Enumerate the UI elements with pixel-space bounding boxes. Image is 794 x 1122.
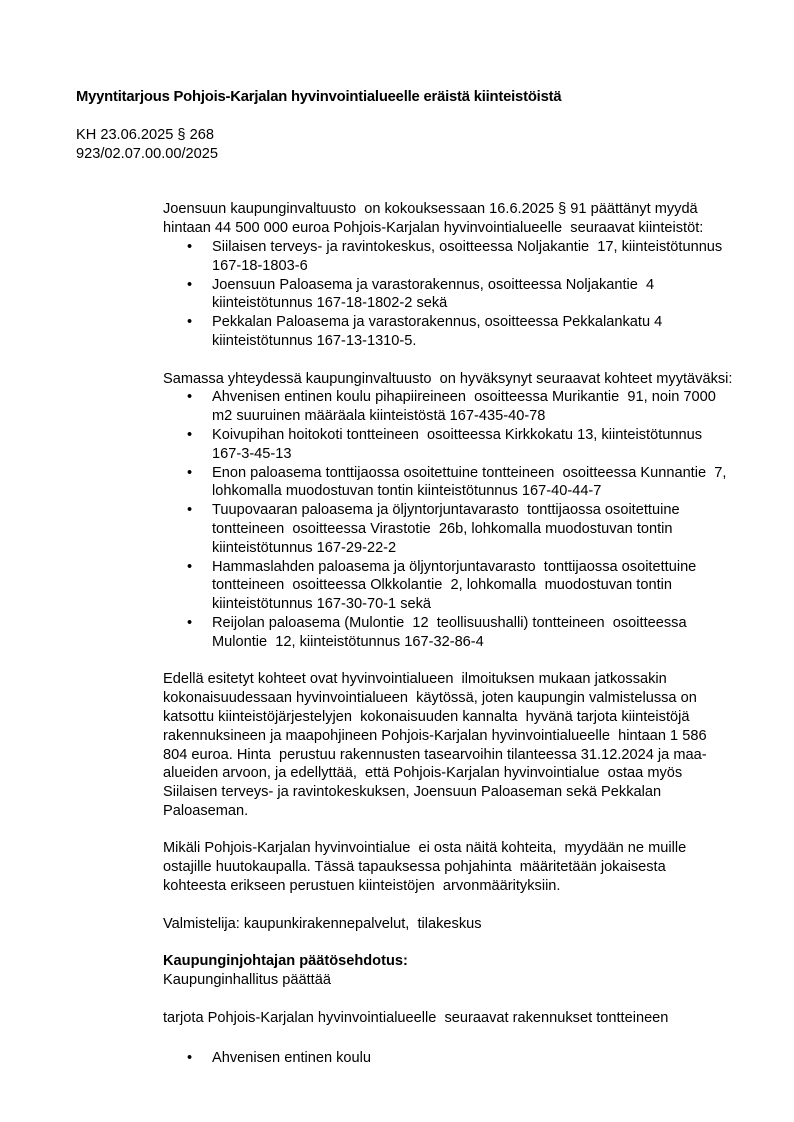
bullet-icon: •: [187, 614, 193, 631]
list-item: [163, 501, 733, 557]
list-item: [163, 614, 733, 652]
bullet-icon: •: [187, 314, 193, 331]
reference-block: [76, 126, 730, 164]
list-item: [163, 426, 733, 464]
preparer-line: Valmistelija: kaupunkirakennepalvelut, tilakeskus: [163, 915, 482, 932]
document-title: Myyntitarjous Pohjois-Karjalan hyvinvointialueelle eräistä kiinteistöistä: [76, 89, 562, 105]
bullet-icon: •: [187, 389, 193, 406]
decision-proposal-heading: Kaupunginjohtajan päätösehdotus:: [163, 953, 408, 970]
property-list-primary: [163, 238, 733, 351]
bullet-icon: •: [187, 1050, 193, 1067]
list-item-text: Koivupihan hoitokoti tontteineen osoitteessa Kirkkokatu 13, kiinteistötunnus 167-3-45-13: [212, 426, 707, 462]
reference-diary-number: 923/02.07.00.00/2025: [76, 145, 219, 162]
reference-kh-line: KH 23.06.2025 § 268: [76, 126, 214, 143]
list-item-text: Siilaisen terveys- ja ravintokeskus, osoitteessa Noljakantie 17, kiinteistötunnus 167-18-1803-6: [212, 238, 727, 274]
document-body: [163, 200, 733, 1068]
bullet-icon: •: [187, 464, 193, 481]
list-item-text: Ahvenisen entinen koulu: [212, 1050, 372, 1067]
list-item-text: Pekkalan Paloasema ja varastorakennus, osoitteessa Pekkalankatu 4 kiinteistötunnus 167-13-1310-5.: [212, 314, 667, 349]
bullet-icon: •: [187, 426, 193, 443]
list-item: [163, 238, 733, 276]
paragraph-additional-intro: Samassa yhteydessä kaupunginvaltuusto on hyväksynyt seuraavat kohteet myytäväksi:: [163, 370, 733, 387]
paragraph-auction-fallback: Mikäli Pohjois-Karjalan hyvinvointialue ei osta näitä kohteita, myydään ne muille ostajille huutokaupalla. Tässä tapauksessa pohjahinta määritetään jokaisesta kohteesta erikseen perustuen kiinteistöjen arvonmäärityksiin.: [163, 840, 691, 895]
list-item-text: Reijolan paloasema (Mulontie 12 teollisuushalli) tontteineen osoitteessa Mulontie 12, kiinteistötunnus 167-32-86-4: [212, 614, 691, 650]
proposal-line: tarjota Pohjois-Karjalan hyvinvointialueelle seuraavat rakennukset tontteineen: [163, 1009, 669, 1026]
list-item-text: Ahvenisen entinen koulu pihapiireineen osoitteessa Murikantie 91, noin 7000 m2 suuruinen määräala kiinteistöstä 167-435-40-78: [212, 389, 720, 425]
paragraph-sale-decision: Joensuun kaupunginvaltuusto on kokouksessaan 16.6.2025 § 91 päättänyt myydä hintaan 44 500 000 euroa Pohjois-Karjalan hyvinvointialueelle seuraavat kiinteistöt:: [163, 201, 704, 237]
list-item-text: Enon paloasema tonttijaossa osoitettuine tontteineen osoitteessa Kunnantie 7, lohkomalla muodostuvan tontin kiinteistötunnus 167-40-44-7: [212, 464, 731, 500]
list-item: [163, 313, 733, 351]
list-item-text: Joensuun Paloasema ja varastorakennus, osoitteessa Noljakantie 4 kiinteistötunnus 167-18-1802-2 sekä: [212, 276, 659, 312]
bullet-icon: •: [187, 558, 193, 575]
bullet-icon: •: [187, 238, 193, 255]
bullet-icon: •: [187, 276, 193, 293]
list-item-text: Hammaslahden paloasema ja öljyntorjuntavarasto tonttijaossa osoitettuine tontteineen osoitteessa Olkkolantie 2, lohkomalla muodostuvan tontin kiinteistötunnus 167-30-70-1 sekä: [212, 558, 701, 613]
bullet-icon: •: [187, 502, 193, 519]
proposal-list: [163, 1049, 733, 1068]
property-list-additional: [163, 388, 733, 651]
list-item: [163, 558, 733, 614]
list-item: [163, 388, 733, 426]
list-item: [163, 1049, 733, 1068]
paragraph-offer-terms: Edellä esitetyt kohteet ovat hyvinvointialueen ilmoituksen mukaan jatkossakin kokonaisuudessaan hyvinvointialueen käytössä, joten kaupungin valmistelussa on katsottu kiinteistöjärjestelyjen kokonaisuuden kannalta hyvänä tarjota kiinteistöjä rakennuksineen ja maapohjineen Pohjois-Karjalan hyvinvointialueelle hintaan 1 586 804 euroa. Hinta perustuu rakennusten tasearvoihin tilanteessa 31.12.2024 ja maa-alueiden arvoon, ja edellyttää, että Pohjois-Karjalan hyvinvointialue ostaa myös Siilaisen terveys- ja ravintokeskuksen, Joensuun Paloaseman sekä Pekkalan Paloaseman.: [163, 671, 711, 819]
list-item: [163, 276, 733, 314]
decision-body-line: Kaupunginhallitus päättää: [163, 972, 331, 989]
list-item-text: Tuupovaaran paloasema ja öljyntorjuntavarasto tonttijaossa osoitettuine tontteineen osoitteessa Virastotie 26b, lohkomalla muodostuvan tontin kiinteistötunnus 167-29-22-2: [212, 502, 684, 556]
list-item: [163, 464, 733, 502]
